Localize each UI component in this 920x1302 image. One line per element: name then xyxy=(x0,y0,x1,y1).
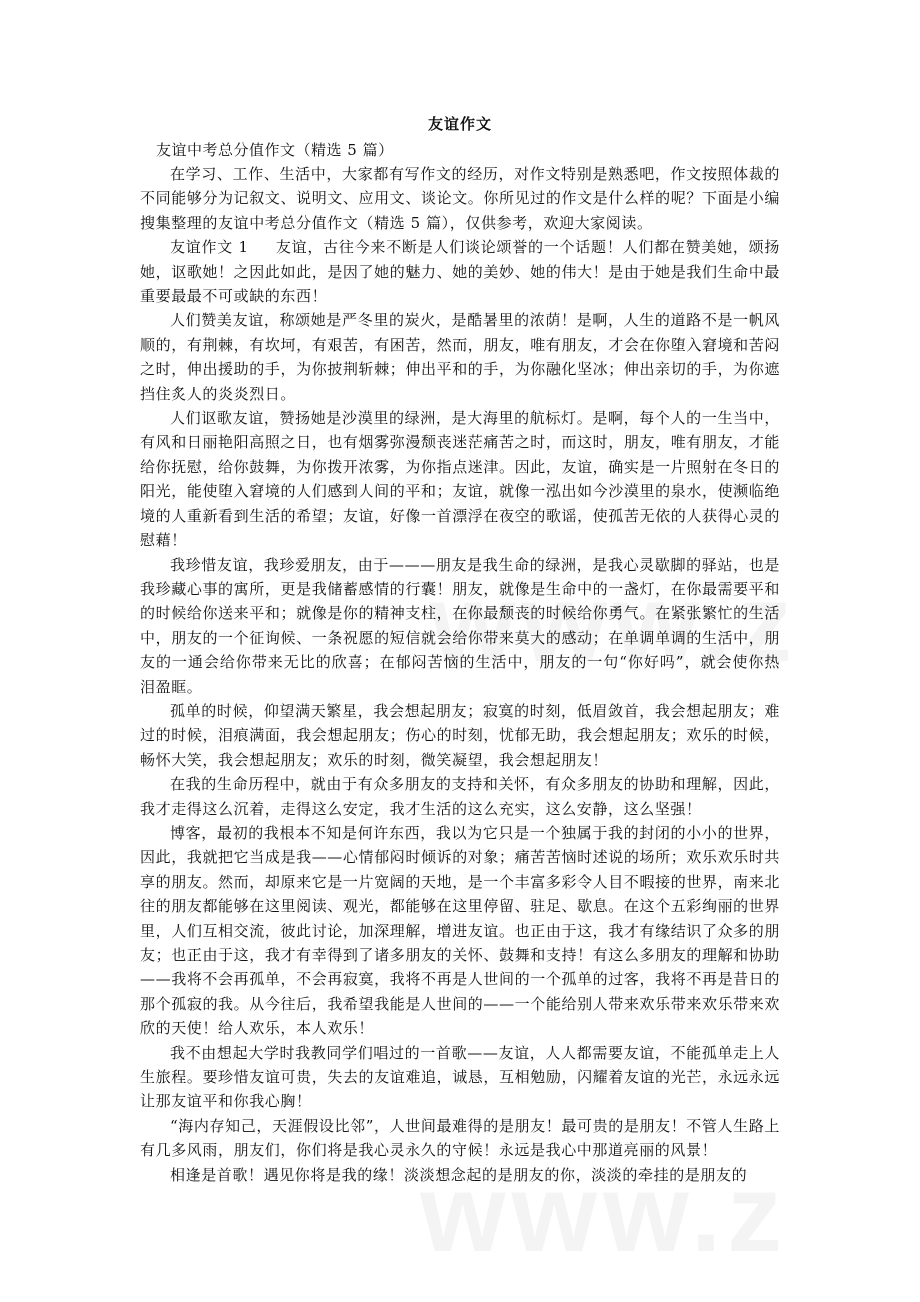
document-title: 友谊作文 xyxy=(427,115,492,133)
document-subtitle: 友谊中考总分值作文（精选 5 篇） xyxy=(156,141,394,159)
intro-paragraph: 在学习、工作、生活中，大家都有写作文的经历，对作文特别是熟悉吧，作文按照体裁的不同能够分为记叙文、说明文、应用文、谈论文。你所见过的作文是什么样的呢？下面是小编搜集整理的友谊中考总分值作文（精选 5 篇），仅供参考，欢迎大家阅读。 xyxy=(140,165,780,232)
body-paragraph: 相逢是首歌！遇见你将是我的缘！淡淡想念起的是朋友的你，淡淡的牵挂的是朋友的 xyxy=(170,1165,748,1184)
body-paragraph: 孤单的时候，仰望满天繁星，我会想起朋友；寂寞的时刻，低眉敛首，我会想起朋友；难过的时候，泪痕满面，我会想起朋友；伤心的时刻，忧郁无助，我会想起朋友；欢乐的时候，畅怀大笑，我会想起朋友；欢乐的时刻，微笑凝望，我会想起朋友！ xyxy=(140,701,780,769)
body-paragraph: 人们讴歌友谊，赞扬她是沙漠里的绿洲，是大海里的航标灯。是啊，每个人的一生当中，有风和日丽艳阳高照之日，也有烟雾弥漫颓丧迷茫痛苦之时，而这时，朋友，唯有朋友，才能给你抚慰，给你鼓舞，为你拨开浓雾，为你指点迷津。因此，友谊，确实是一片照射在冬日的阳光，能使堕入窘境的人们感到人间的平和；友谊，就像一泓出如今沙漠里的泉水，使濒临绝境的人重新看到生活的希望；友谊，好像一首漂浮在夜空的歌谣，使孤苦无依的人获得心灵的慰藉！ xyxy=(140,409,780,550)
document-page xyxy=(140,112,780,1187)
paragraph-text: 友谊，古往今来不断是人们谈论颂誉的一个话题！人们都在赞美她，颂扬她，讴歌她！之因此如此，是因了她的魅力、她的美妙、她的伟大！是由于她是我们生命中最重要最最不可或缺的东西！ xyxy=(140,238,781,306)
body-paragraph: 人们赞美友谊，称颂她是严冬里的炭火，是酷暑里的浓荫！是啊，人生的道路不是一帆风顺的，有荆棘，有坎坷，有艰苦，有困苦，然而，朋友，唯有朋友，才会在你堕入窘境和苦闷之时，伸出援助的手，为你披荆斩棘；伸出平和的手，为你融化坚冰；伸出亲切的手，为你遮挡住炙人的炎炎烈日。 xyxy=(140,311,780,403)
body-paragraph: “海内存知己，天涯假设比邻”，人世间最难得的是朋友！最可贵的是朋友！不管人生路上有几多风雨，朋友们，你们将是我心灵永久的守候！永远是我心中那道亮丽的风景！ xyxy=(140,1116,780,1160)
essay-label: 友谊作文 1 xyxy=(170,238,249,257)
body-paragraph: 我不由想起大学时我教同学们唱过的一首歌——友谊，人人都需要友谊，不能孤单走上人生旅程。要珍惜友谊可贵，失去的友谊难追，诚恳，互相勉励，闪耀着友谊的光芒，永远永远让那友谊平和你我心胸！ xyxy=(140,1043,780,1111)
body-paragraph: 我珍惜友谊，我珍爱朋友，由于———朋友是我生命的绿洲，是我心灵歇脚的驿站，也是我珍藏心事的寓所，更是我储蓄感情的行囊！朋友，就像是生命中的一盏灯，在你最需要平和的时候给你送来平和；就像是你的精神支柱，在你最颓丧的时候给你勇气。在紧张繁忙的生活中，朋友的一个征询候、一条祝愿的短信就会给你带来莫大的感动；在单调单调的生活中，朋友的一通会给你带来无比的欣喜；在郁闷苦恼的生活中，朋友的一句“你好吗”，就会使你热泪盈眶。 xyxy=(140,555,780,696)
body-paragraph: 在我的生命历程中，就由于有众多朋友的支持和关怀，有众多朋友的协助和理解，因此，我才走得这么沉着，走得这么安定，我才生活的这么充实，这么安静，这么坚强！ xyxy=(140,775,780,818)
body-paragraph: 博客，最初的我根本不知是何许东西，我以为它只是一个独属于我的封闭的小小的世界，因此，我就把它当成是我——心情郁闷时倾诉的对象；痛苦苦恼时述说的场所；欢乐欢乐时共享的朋友。然而，却原来它是一片宽阔的天地，是一个丰富多彩令人目不暇接的世界，南来北往的朋友都能够在这里阅读、观光，都能够在这里停留、驻足、歇息。在这个五彩绚丽的世界里，人们互相交流，彼此讨论，加深理解，增进友谊。也正由于这，我才有缘结识了众多的朋友；也正由于这，我才有幸得到了诸多朋友的关怀、鼓舞和支持！有这么多朋友的理解和协助——我将不会再孤单，不会再寂寞，我将不再是人世间的一个孤单的过客，我将不再是昔日的那个孤寂的我。从今往后，我希望我能是人世间的——一个能给别人带来欢乐带来欢乐带来欢欣的天使！给人欢乐，本人欢乐！ xyxy=(140,823,780,1038)
essay-1-first-paragraph xyxy=(140,235,780,308)
